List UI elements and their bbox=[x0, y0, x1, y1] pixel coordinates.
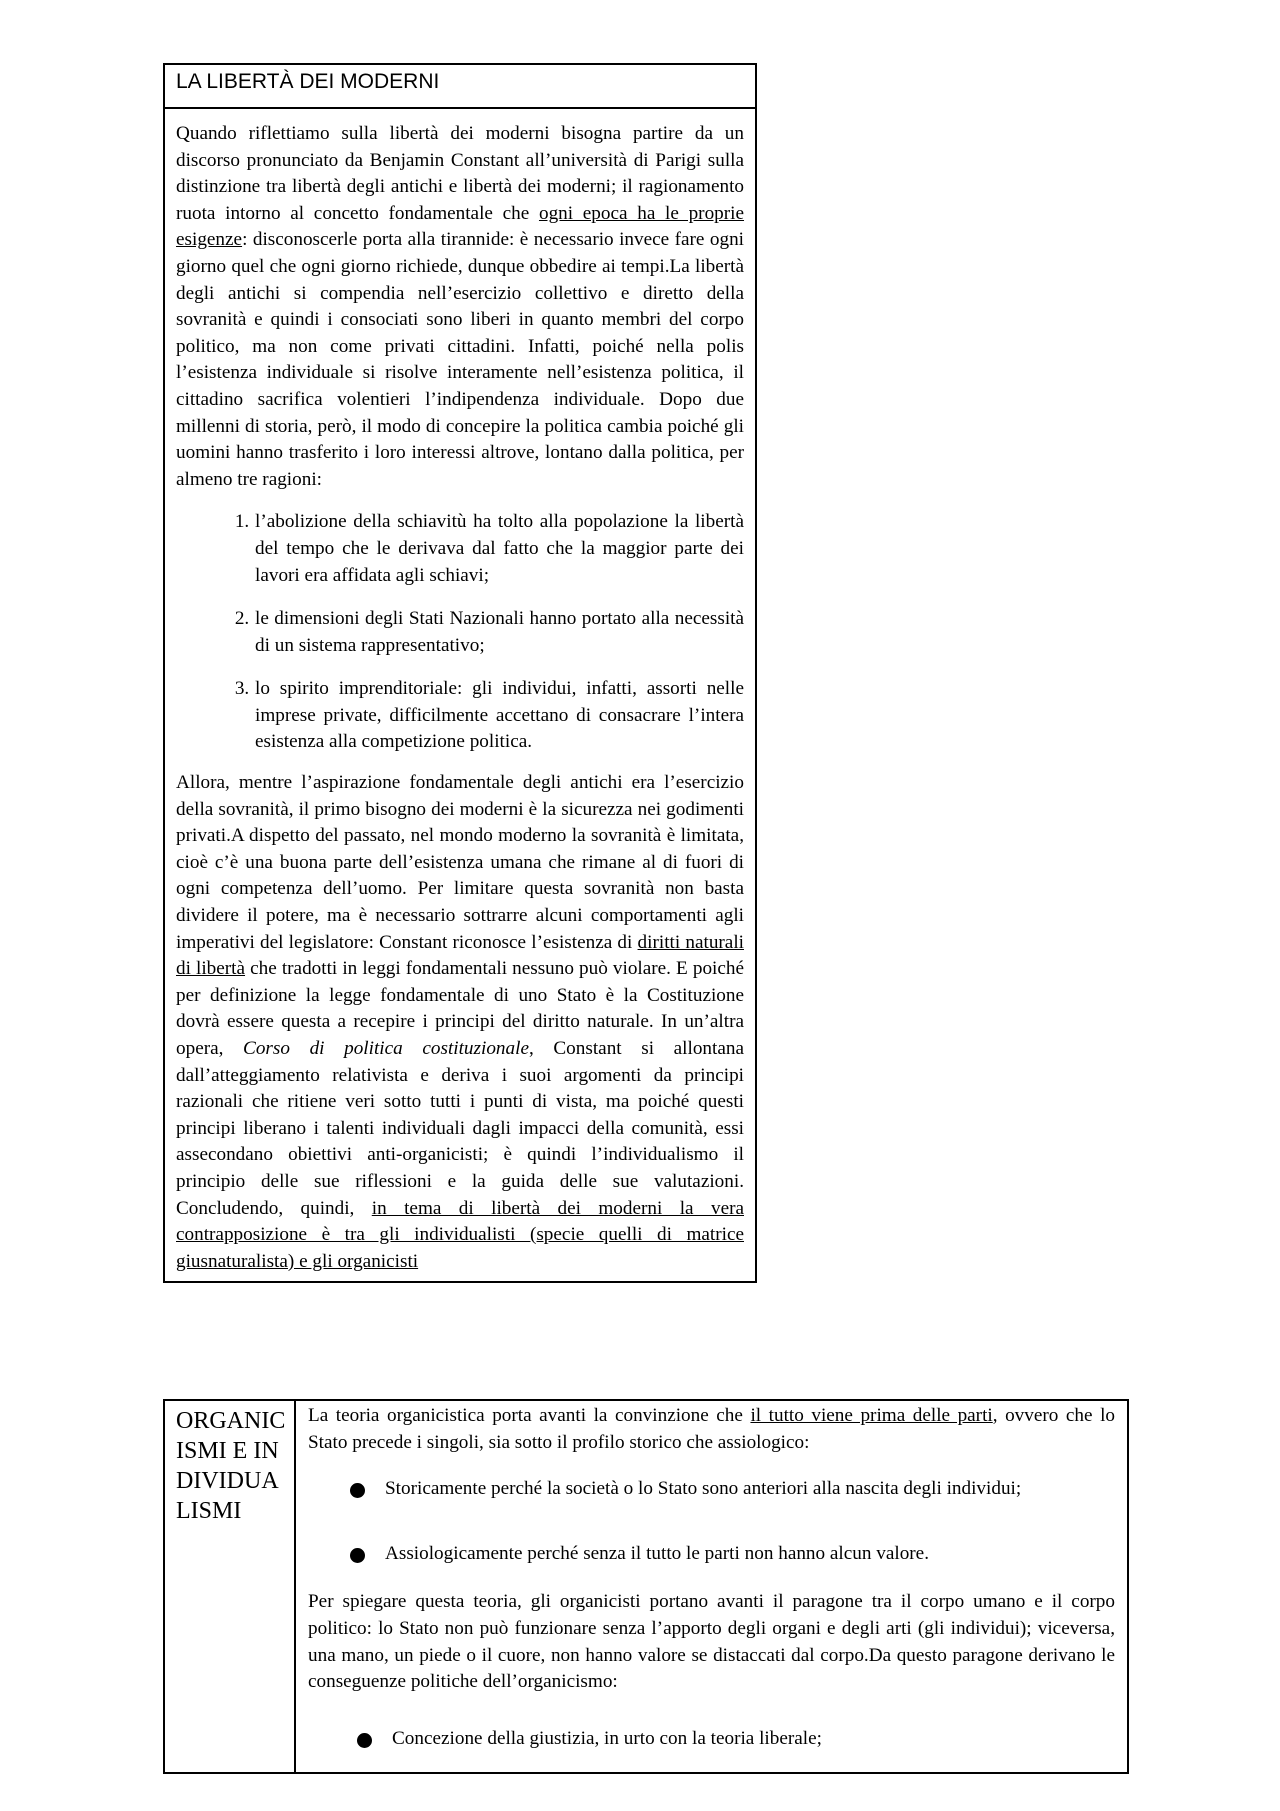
underlined-text: ogni epoca ha le proprie esigenze bbox=[176, 202, 745, 251]
section-body bbox=[296, 1401, 1127, 1772]
paragraph-intro bbox=[176, 121, 744, 493]
list-item bbox=[308, 1726, 1115, 1753]
text-run: La teoria organicistica porta avanti la convinzione che bbox=[308, 1405, 751, 1426]
section-body bbox=[165, 109, 755, 1281]
list-item-text: Storicamente perché la società o lo Stato sono anteriori alla nascita degli individui; bbox=[385, 1478, 1022, 1500]
list-item: 3. lo spirito imprenditoriale: gli individui, infatti, assorti nelle imprese private, difficilmente accettano di consacrare l’intera esistenza alla competizione politica. bbox=[254, 676, 744, 756]
paragraph-conclusion bbox=[176, 770, 744, 1275]
text-run: che tradotti in leggi fondamentali nessuno può violare. E poiché per definizione la legge fondamentale di uno Stato è la Costituzione dovrà essere questa a recepire i principi del diritto naturale. In un’altra opera, bbox=[176, 958, 745, 1059]
bullet-list bbox=[308, 1726, 1115, 1753]
underlined-text: il tutto viene prima delle parti bbox=[750, 1405, 993, 1426]
reasons-list bbox=[176, 509, 744, 756]
list-item: 1. l’abolizione della schiavitù ha tolto alla popolazione la libertà del tempo che le derivava dal fatto che la maggior parte dei lavori era affidata agli schiavi; bbox=[254, 509, 744, 589]
bullet-icon bbox=[357, 1733, 372, 1748]
section-title: LA LIBERTÀ DEI MODERNI bbox=[165, 65, 755, 109]
list-item-text: Assiologicamente perché senza il tutto le parti non hanno alcun valore. bbox=[385, 1542, 929, 1564]
list-item-text: Concezione della giustizia, in urto con la teoria liberale; bbox=[392, 1727, 822, 1749]
bullet-icon bbox=[350, 1548, 365, 1563]
text-run: , ovvero che lo Stato precede i singoli, sia sotto il profilo storico che assiologico: bbox=[308, 1405, 1115, 1453]
text-run: Allora, mentre l’aspirazione fondamentale degli antichi era l’esercizio della sovranità, il primo bisogno dei moderni è la sicurezza nei godimenti privati.A dispetto del passato, nel mondo moderno la sovranità è limitata, cioè c’è una buona parte dell’esistenza umana che rimane al di fuori di ogni competenza dell’uomo. Per limitare questa sovranità non basta dividere il potere, ma è necessario sottrarre alcuni comportamenti agli imperativi del legislatore: Constant riconosce l’esistenza di bbox=[176, 772, 744, 953]
bullet-list bbox=[308, 1476, 1115, 1567]
liberta-moderni-table bbox=[163, 63, 757, 1283]
text-run: , Constant si allontana dall’atteggiamento relativista e deriva i suoi argomenti da principi razionali che ritiene veri sotto tutti i punti di vista, ma poiché questi principi liberano i talenti individuali dagli impacci della comunità, essi assecondano obiettivi anti-organicisti; è quindi l’individualismo il principio delle sue riflessioni e la guida delle sue valutazioni. Concludendo, quindi, bbox=[176, 1038, 744, 1219]
bullet-icon bbox=[350, 1483, 365, 1498]
organicismi-table bbox=[163, 1399, 1129, 1774]
text-run: Quando riflettiamo sulla libertà dei moderni bisogna partire da un discorso pronunciato da Benjamin Constant all’università di Parigi sulla distinzione tra libertà degli antichi e libertà dei moderni; il ragionamento ruota intorno al concetto fondamentale che bbox=[176, 123, 744, 224]
paragraph-body: Per spiegare questa teoria, gli organicisti portano avanti il paragone tra il corpo umano e il corpo politico: lo Stato non può funzionare senza l’apporto degli organi e degli arti (gli individui); viceversa, una mano, un piede o il cuore, non hanno valore se distaccati dal corpo.Da questo paragone derivano le conseguenze politiche dell’organicismo: bbox=[308, 1591, 1115, 1693]
italic-title: Corso di politica costituzionale bbox=[243, 1038, 529, 1059]
underlined-text: in tema di libertà dei moderni la vera contrapposizione è tra gli individualisti (specie quelli di matrice giusnaturalista) e gli organicisti bbox=[176, 1197, 744, 1272]
underlined-text: diritti naturali di libertà bbox=[176, 931, 744, 980]
list-item bbox=[308, 1541, 1115, 1568]
list-item: 2. le dimensioni degli Stati Nazionali hanno portato alla necessità di un sistema rappresentativo; bbox=[254, 606, 744, 659]
text-run: : disconoscerle porta alla tirannide: è necessario invece fare ogni giorno quel che ogni giorno richiede, dunque obbedire ai tempi.La libertà degli antichi si compendia nell’esercizio collettivo e diretto della sovranità e quindi i consociati sono liberi in quanto membri del corpo politico, ma non come privati cittadini. Infatti, poiché nella polis l’esistenza individuale si risolve interamente nell’esistenza politica, il cittadino sacrifica volentieri l’indipendenza individuale. Dopo due millenni di storia, però, il modo di concepire la politica cambia poiché gli uomini hanno trasferito i loro interessi altrove, lontano dalla politica, per almeno tre ragioni: bbox=[176, 229, 744, 490]
section-title: ORGANICISMI E INDIVIDUALISMI bbox=[165, 1401, 296, 1772]
paragraph-intro bbox=[308, 1403, 1115, 1456]
list-item bbox=[308, 1476, 1115, 1503]
